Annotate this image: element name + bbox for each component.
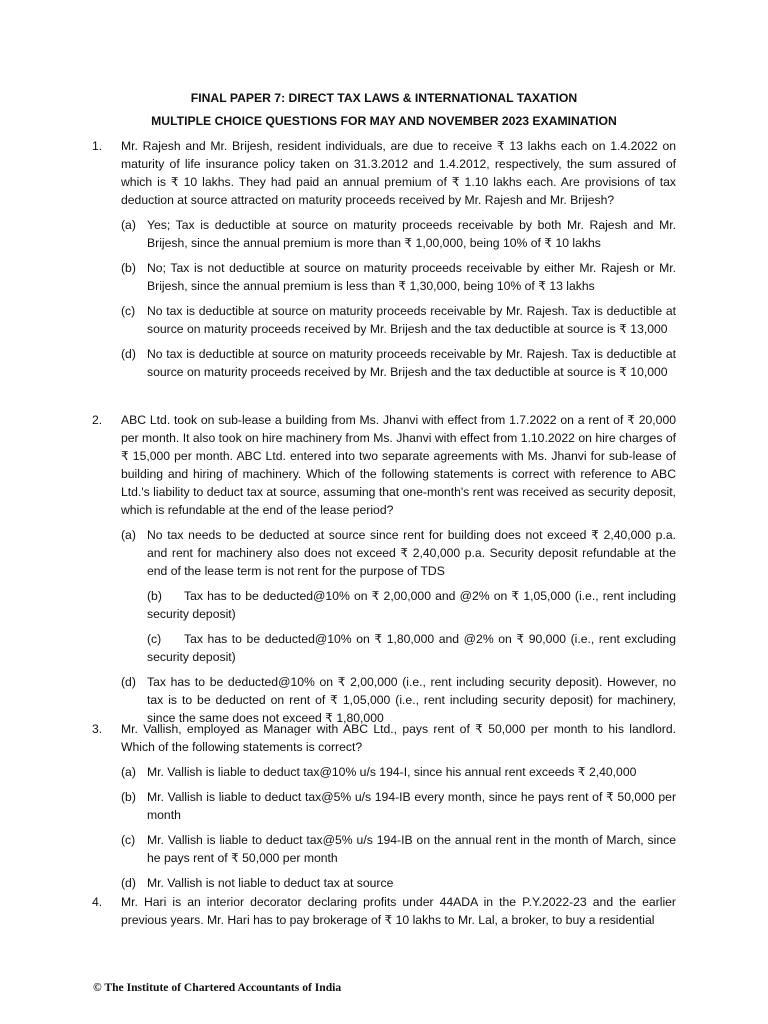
option-text: Tax has to be deducted@10% on ₹ 2,00,000 and @2% on ₹ 1,05,000 (i.e., rent including security deposit): [147, 589, 676, 621]
option-d: [121, 673, 676, 727]
option-label: (c): [121, 833, 136, 847]
option-text: No tax is deductible at source on maturity proceeds receivable by Mr. Rajesh. Tax is deductible at source on maturity proceeds received by Mr. Brijesh and the tax deductible at source is ₹ 13,000: [147, 304, 676, 336]
option-label: (b): [147, 589, 162, 603]
question-4: [92, 893, 676, 929]
option-label: (a): [121, 528, 136, 542]
option-label: (c): [147, 632, 162, 646]
option-label: (c): [121, 304, 136, 318]
option-label: (a): [121, 765, 136, 779]
option-b: [121, 788, 676, 824]
option-label: (d): [121, 347, 136, 361]
paper-subtitle: MULTIPLE CHOICE QUESTIONS FOR MAY AND NOVEMBER 2023 EXAMINATION: [151, 114, 617, 128]
option-d: [121, 874, 676, 892]
option-a: [121, 763, 676, 781]
question-2: [92, 411, 676, 727]
option-c: [121, 831, 676, 867]
option-text: Mr. Vallish is liable to deduct tax@10% u/s 194-I, since his annual rent exceeds ₹ 2,40,000: [147, 765, 637, 779]
option-text: Mr. Vallish is liable to deduct tax@5% u/s 194-IB every month, since he pays rent of ₹ 50,000 per month: [147, 790, 676, 822]
option-label: (b): [121, 261, 136, 275]
option-a: [121, 526, 676, 580]
option-text: Yes; Tax is deductible at source on maturity proceeds receivable by both Mr. Rajesh and Mr. Brijesh, since the annual premium is more than ₹ 1,00,000, being 10% of ₹ 10 lakhs: [147, 218, 676, 250]
option-text: Tax has to be deducted@10% on ₹ 2,00,000 (i.e., rent including security deposit). However, no tax is to be deducted on rent of ₹ 1,05,000 (i.e., rent including security deposit) for machinery, since the same does not exceed ₹ 1,80,000: [147, 675, 676, 725]
option-text: Mr. Vallish is not liable to deduct tax at source: [147, 876, 394, 890]
option-text: Mr. Vallish is liable to deduct tax@5% u/s 194-IB on the annual rent in the month of March, since he pays rent of ₹ 50,000 per month: [147, 833, 676, 865]
question-text: Mr. Rajesh and Mr. Brijesh, resident individuals, are due to receive ₹ 13 lakhs each on 1.4.2022 on maturity of life insurance policy taken on 31.3.2012 and 1.4.2012, respectively, the sum assured of which is ₹ 10 lakhs. They had paid an annual premium of ₹ 1.10 lakhs each. Are provisions of tax deduction at source attracted on maturity proceeds received by Mr. Rajesh and Mr. Brijesh?: [121, 139, 676, 207]
question-text: Mr. Hari is an interior decorator declaring profits under 44ADA in the P.Y.2022-23 and the earlier previous years. Mr. Hari has to pay brokerage of ₹ 10 lakhs to Mr. Lal, a broker, to buy a residential: [121, 895, 676, 927]
option-text: Tax has to be deducted@10% on ₹ 1,80,000 and @2% on ₹ 90,000 (i.e., rent excluding security deposit): [147, 632, 676, 664]
option-b: [121, 259, 676, 295]
option-label: (d): [121, 675, 136, 689]
option-label: (b): [121, 790, 136, 804]
question-text: ABC Ltd. took on sub-lease a building from Ms. Jhanvi with effect from 1.7.2022 on a rent of ₹ 20,000 per month. It also took on hire machinery from Ms. Jhanvi with effect from 1.10.2022 on hire charges of ₹ 15,000 per month. ABC Ltd. entered into two separate agreements with Ms. Jhanvi for sub-lease of building and hiring of machinery. Which of the following statements is correct with reference to ABC Ltd.'s liability to deduct tax at source, assuming that one-month's rent was received as security deposit, which is refundable at the end of the lease period?: [121, 413, 676, 517]
option-label: (a): [121, 218, 136, 232]
question-3: [92, 720, 676, 892]
option-text: No; Tax is not deductible at source on maturity proceeds receivable by either Mr. Rajesh or Mr. Brijesh, since the annual premium is less than ₹ 1,30,000, being 10% of ₹ 13 lakhs: [147, 261, 676, 293]
option-d: [121, 345, 676, 381]
option-a: [121, 216, 676, 252]
option-c: [147, 630, 676, 666]
question-1: [92, 137, 676, 381]
question-number: 4.: [92, 895, 103, 909]
question-text: Mr. Vallish, employed as Manager with ABC Ltd., pays rent of ₹ 50,000 per month to his landlord. Which of the following statements is correct?: [121, 722, 676, 754]
question-number: 1.: [92, 139, 103, 153]
copyright-footer: © The Institute of Chartered Accountants of India: [93, 981, 342, 994]
option-b: [147, 587, 676, 623]
question-number: 2.: [92, 413, 103, 427]
question-number: 3.: [92, 722, 103, 736]
paper-title: FINAL PAPER 7: DIRECT TAX LAWS & INTERNATIONAL TAXATION: [190, 91, 578, 105]
option-text: No tax is deductible at source on maturity proceeds receivable by Mr. Rajesh. Tax is deductible at source on maturity proceeds received by Mr. Brijesh and the tax deductible at source is ₹ 10,000: [147, 347, 676, 379]
option-c: [121, 302, 676, 338]
option-text: No tax needs to be deducted at source since rent for building does not exceed ₹ 2,40,000 p.a. and rent for machinery also does not exceed ₹ 2,40,000 p.a. Security deposit refundable at the end of the lease term is not rent for the purpose of TDS: [147, 528, 676, 578]
option-label: (d): [121, 876, 136, 890]
